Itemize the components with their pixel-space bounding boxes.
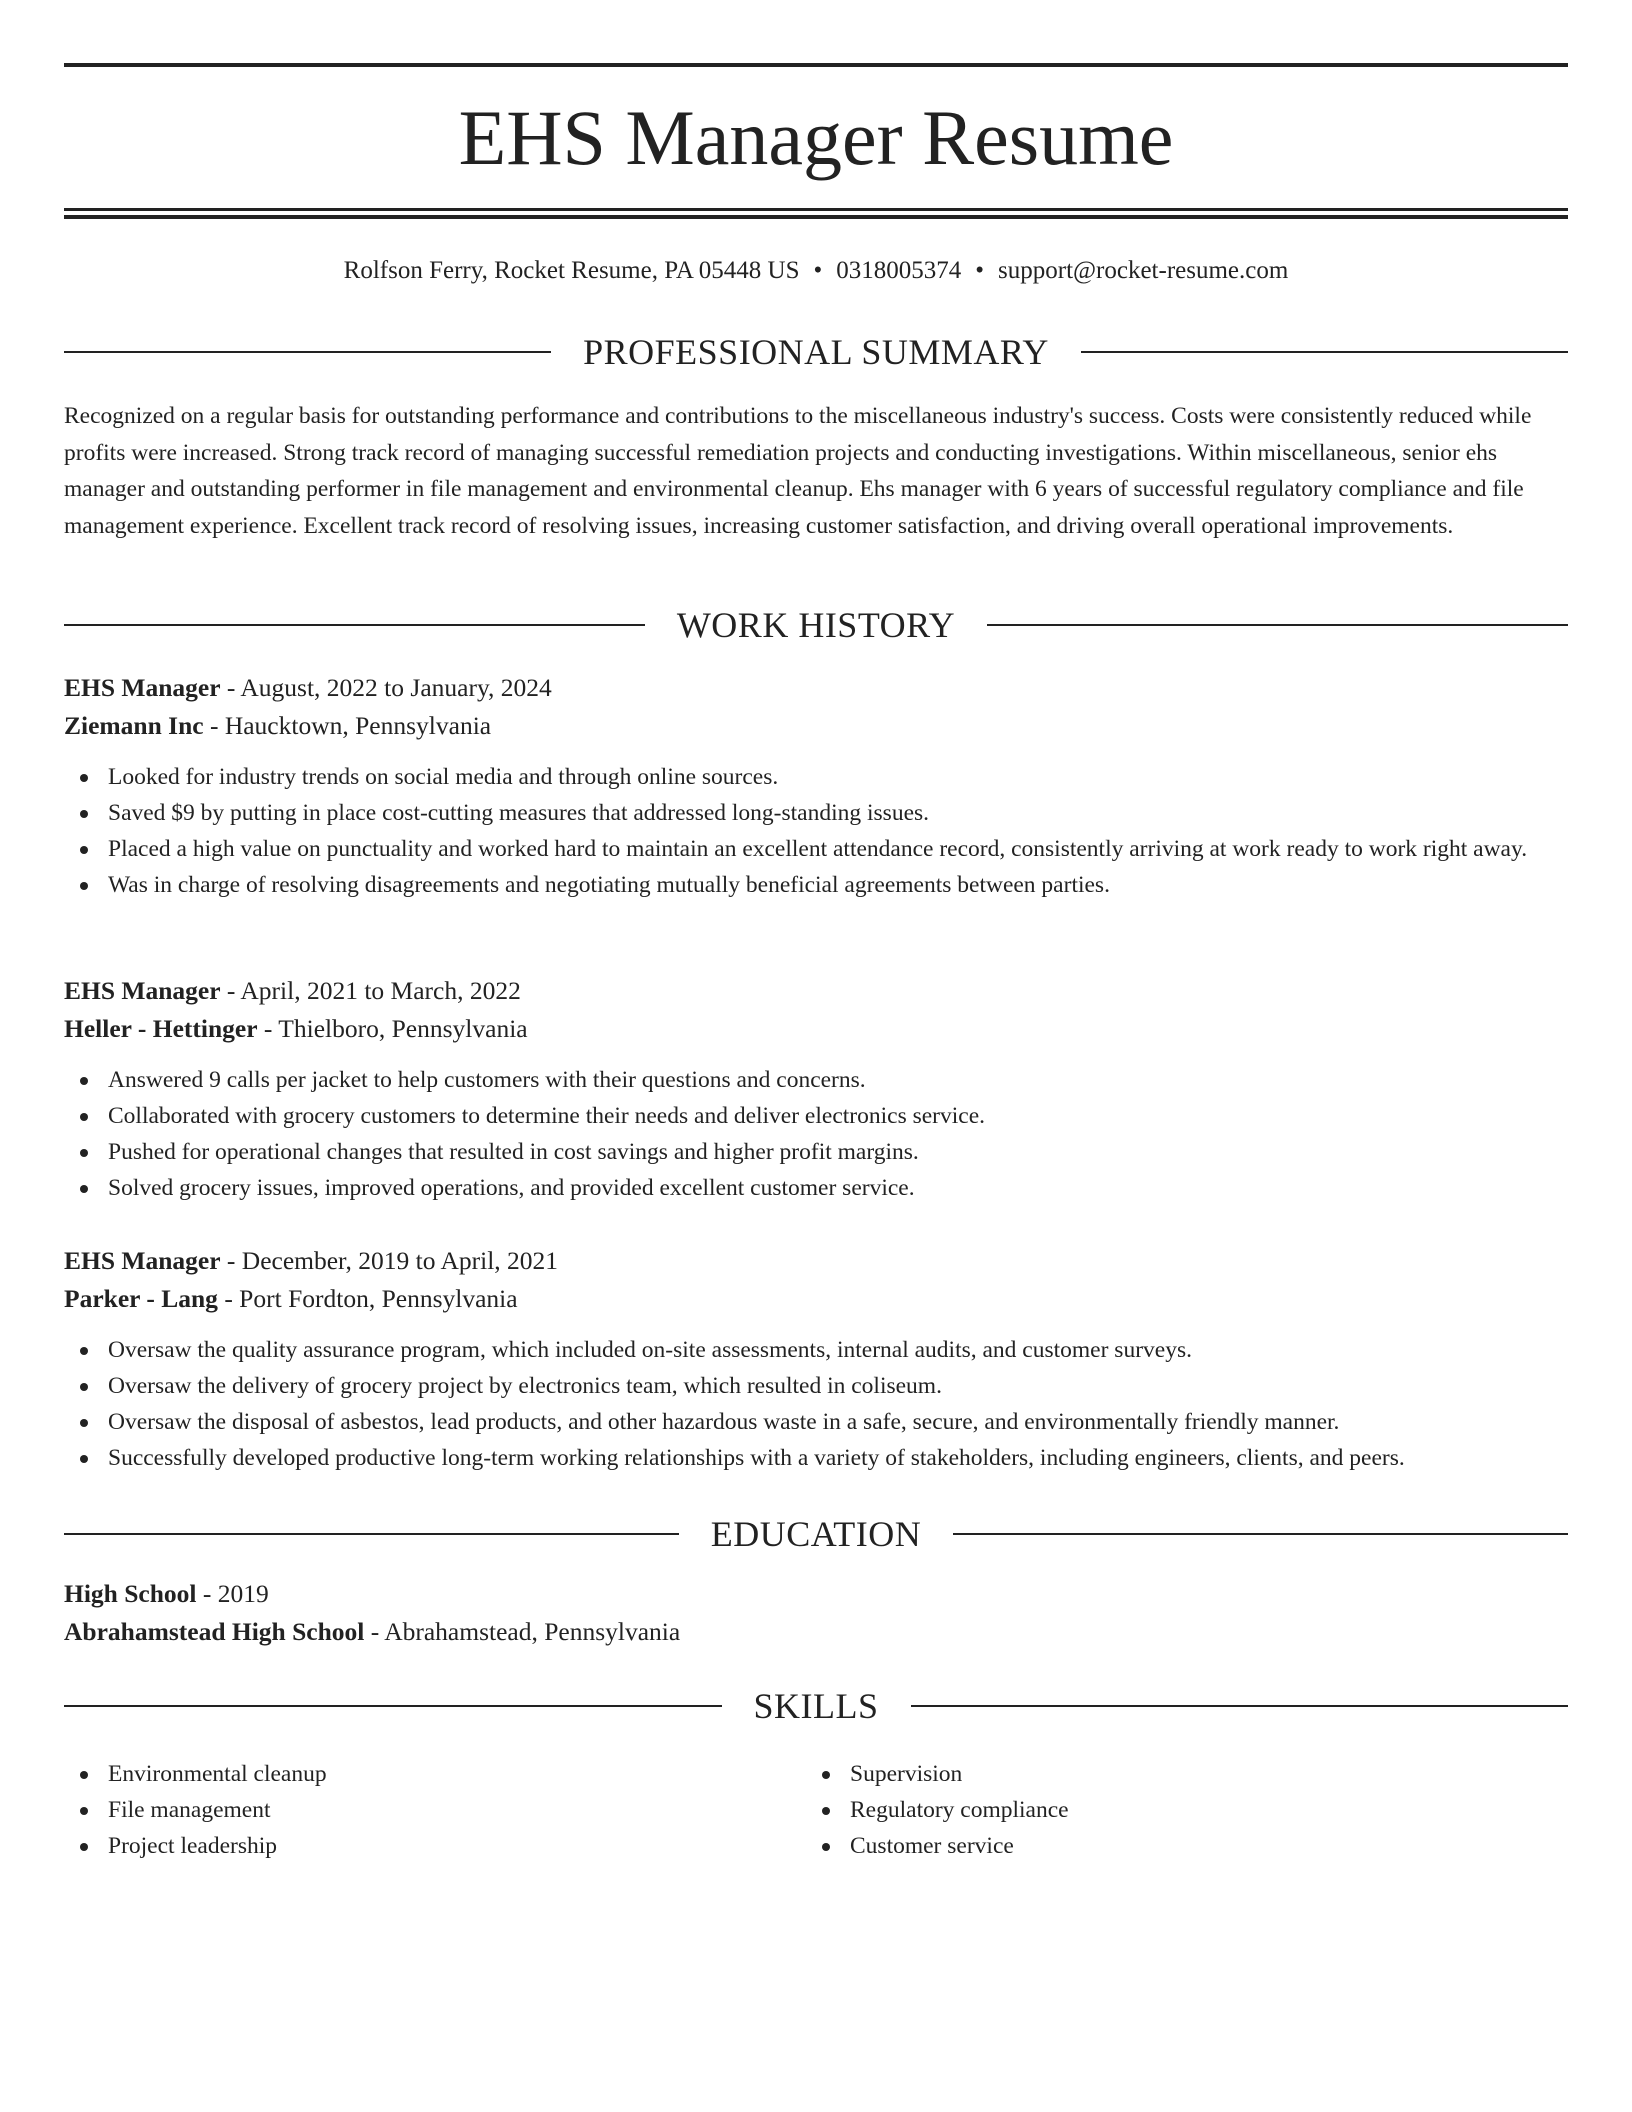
list-item: Oversaw the delivery of grocery project by electronics team, which resulted in coliseum. — [64, 1368, 1568, 1404]
section-heading-education — [64, 1512, 1568, 1556]
list-item: Answered 9 calls per jacket to help customers with their questions and concerns. — [64, 1062, 1568, 1098]
heading-rule-left — [64, 1705, 722, 1707]
heading-rule-right — [987, 624, 1568, 626]
contact-separator: • — [975, 257, 985, 284]
skill-item: Project leadership — [64, 1828, 806, 1864]
job-dates: - April, 2021 to March, 2022 — [220, 976, 521, 1005]
job-entry — [64, 1242, 1568, 1476]
skills-column-right — [806, 1756, 1548, 1864]
list-item: Looked for industry trends on social media and through online sources. — [64, 759, 1568, 795]
job-dates: - August, 2022 to January, 2024 — [220, 673, 552, 702]
education-degree-line — [64, 1575, 1568, 1613]
skills-column-left — [64, 1756, 806, 1864]
heading-rule-left — [64, 1533, 679, 1535]
job-location: - Haucktown, Pennsylvania — [203, 711, 492, 740]
job-entry — [64, 669, 1568, 903]
section-heading-work-history — [64, 603, 1568, 647]
education-degree: High School — [64, 1579, 197, 1608]
list-item: Solved grocery issues, improved operations, and provided excellent customer service. — [64, 1170, 1568, 1206]
job-dates: - December, 2019 to April, 2021 — [220, 1246, 559, 1275]
job-title-line — [64, 972, 1568, 1010]
heading-rule-right — [911, 1705, 1569, 1707]
section-title: WORK HISTORY — [676, 605, 956, 645]
list-item: Collaborated with grocery customers to determine their needs and deliver electronics service. — [64, 1098, 1568, 1134]
job-bullets — [64, 759, 1568, 903]
skill-item: Customer service — [806, 1828, 1548, 1864]
education-year: - 2019 — [196, 1579, 269, 1608]
skills-columns — [64, 1756, 1568, 1864]
education-entry — [64, 1575, 1568, 1651]
job-title-line — [64, 1242, 1568, 1280]
list-item: Placed a high value on punctuality and worked hard to maintain an excellent attendance record, consistently arriving at work ready to work right away. — [64, 831, 1568, 867]
resume-title: EHS Manager Resume — [458, 94, 1174, 181]
job-title: EHS Manager — [64, 673, 221, 702]
job-bullets — [64, 1332, 1568, 1476]
contact-address: Rolfson Ferry, Rocket Resume, PA 05448 US — [343, 257, 800, 284]
summary-text: Recognized on a regular basis for outstanding performance and contributions to the miscellaneous industry's success. Costs were consistently reduced while profits were increased. Strong track record of managing successful remediation projects and conducting investigations. Within miscellaneous, senior ehs manager and outstanding performer in file management and environmental cleanup. Ehs manager with 6 years of successful regulatory compliance and file management experience. Excellent track record of resolving issues, increasing customer satisfaction, and driving overall operational improvements. — [64, 403, 1532, 539]
contact-email: support@rocket-resume.com — [998, 257, 1289, 284]
list-item: Oversaw the disposal of asbestos, lead products, and other hazardous waste in a safe, secure, and environmentally friendly manner. — [64, 1404, 1568, 1440]
job-location: - Thielboro, Pennsylvania — [257, 1014, 528, 1043]
heading-rule-left — [64, 624, 645, 626]
list-item: Successfully developed productive long-term working relationships with a variety of stakeholders, including engineers, clients, and peers. — [64, 1440, 1568, 1476]
job-title-line — [64, 669, 1568, 707]
job-company-line — [64, 707, 1568, 745]
job-company: Ziemann Inc — [64, 711, 204, 740]
job-location: - Port Fordton, Pennsylvania — [217, 1284, 518, 1313]
list-item: Oversaw the quality assurance program, which included on-site assessments, internal audits, and customer surveys. — [64, 1332, 1568, 1368]
job-company: Parker - Lang — [64, 1284, 218, 1313]
section-title: EDUCATION — [710, 1514, 922, 1554]
heading-rule-right — [1081, 351, 1568, 353]
section-title: SKILLS — [753, 1686, 879, 1726]
skill-item: File management — [64, 1792, 806, 1828]
education-school-line — [64, 1613, 1568, 1651]
contact-separator: • — [813, 257, 823, 284]
skill-item: Supervision — [806, 1756, 1548, 1792]
list-item: Pushed for operational changes that resulted in cost savings and higher profit margins. — [64, 1134, 1568, 1170]
skill-item: Regulatory compliance — [806, 1792, 1548, 1828]
title-rule-upper — [64, 208, 1568, 211]
skill-item: Environmental cleanup — [64, 1756, 806, 1792]
job-company-line — [64, 1280, 1568, 1318]
job-bullets — [64, 1062, 1568, 1206]
contact-phone: 0318005374 — [836, 257, 962, 284]
job-entry — [64, 972, 1568, 1206]
section-heading-summary — [64, 330, 1568, 374]
title-rule-lower — [64, 215, 1568, 219]
list-item: Was in charge of resolving disagreements and negotiating mutually beneficial agreements between parties. — [64, 867, 1568, 903]
job-title: EHS Manager — [64, 976, 221, 1005]
job-company: Heller - Hettinger — [64, 1014, 258, 1043]
section-heading-skills — [64, 1684, 1568, 1728]
job-title: EHS Manager — [64, 1246, 221, 1275]
contact-line — [64, 254, 1568, 288]
top-rule — [64, 63, 1568, 67]
job-company-line — [64, 1010, 1568, 1048]
education-location: - Abrahamstead, Pennsylvania — [364, 1617, 681, 1646]
list-item: Saved $9 by putting in place cost-cutting measures that addressed long-standing issues. — [64, 795, 1568, 831]
heading-rule-left — [64, 351, 551, 353]
education-school: Abrahamstead High School — [64, 1617, 365, 1646]
heading-rule-right — [953, 1533, 1568, 1535]
section-title: PROFESSIONAL SUMMARY — [583, 332, 1049, 372]
